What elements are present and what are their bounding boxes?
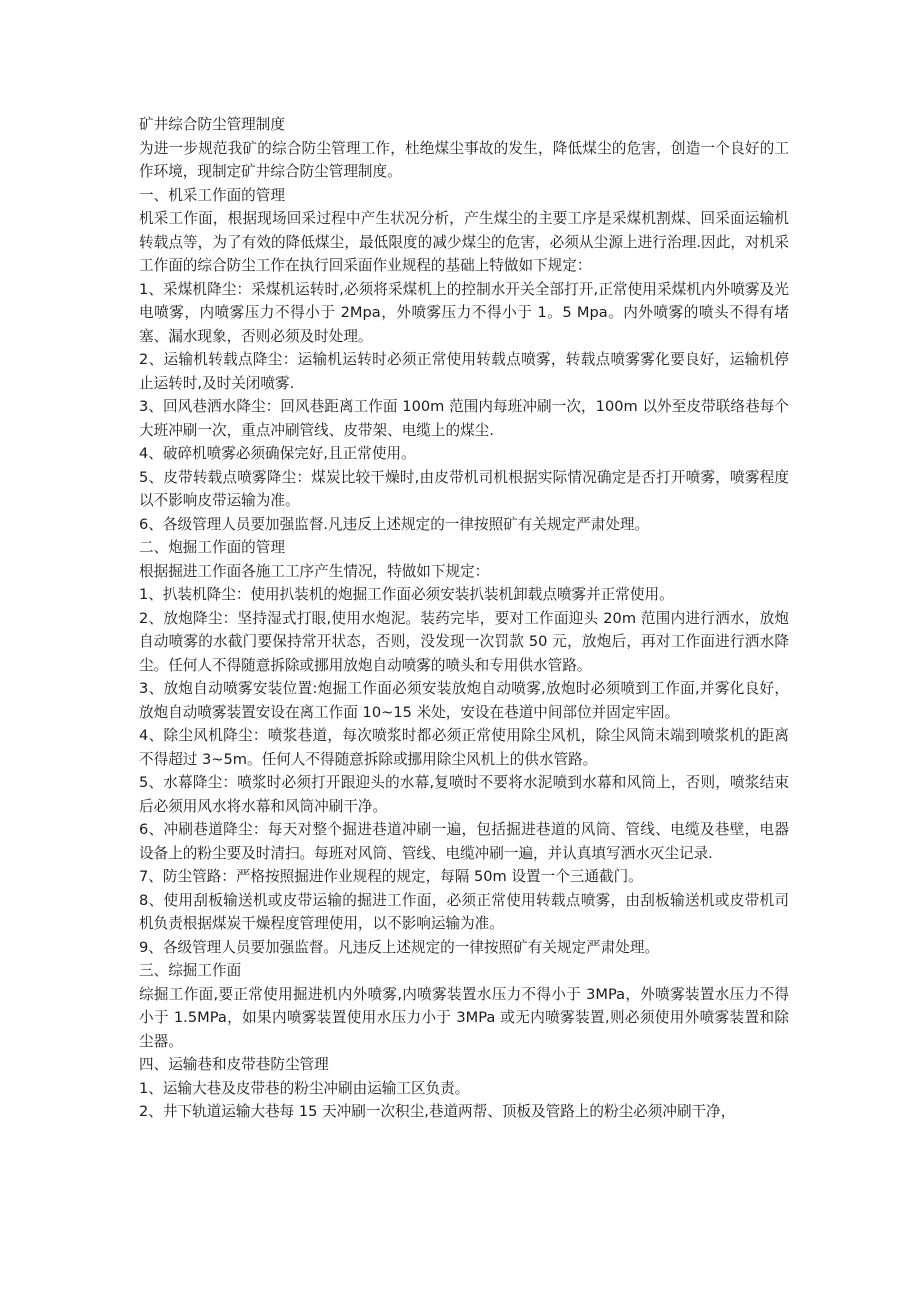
list-item: 2、放炮降尘：坚持湿式打眼,使用水炮泥。装药完毕，要对工作面迎头 20m 范围内进行洒水，放炮自动喷雾的水截门要保持常开状态，否则，没发现一次罚款 50 元，放炮后，再对工作面进行洒水降尘。任何人不得随意拆除或挪用放炮自动喷雾的喷头和专用供水管路。 bbox=[139, 609, 789, 674]
body-paragraph: 机采工作面，根据现场回采过程中产生状况分析，产生煤尘的主要工序是采煤机割煤、回采面运输机转载点等，为了有效的降低煤尘，最低限度的减少煤尘的危害，必须从尘源上进行治理.因此，对机采工作面的综合防尘工作在执行回采面作业规程的基础上特做如下规定： bbox=[139, 210, 789, 274]
list-item: 4、除尘风机降尘：喷浆巷道，每次喷浆时都必须正常使用除尘风机，除尘风筒末端到喷浆机的距离不得超过 3~5m。任何人不得随意拆除或挪用除尘风机上的供水管路。 bbox=[139, 727, 789, 768]
list-item: 6、冲刷巷道降尘：每天对整个掘进巷道冲刷一遍，包括掘进巷道的风筒、管线、电缆及巷壁，电器设备上的粉尘要及时清扫。每班对风筒、管线、电缆冲刷一遍，并认真填写洒水灭尘记录. bbox=[139, 821, 789, 862]
intro-paragraph: 为进一步规范我矿的综合防尘管理工作，杜绝煤尘事故的发生，降低煤尘的危害，创造一个良好的工作环境，现制定矿井综合防尘管理制度。 bbox=[139, 139, 789, 180]
list-item: 3、放炮自动喷雾安装位置:炮掘工作面必须安装放炮自动喷雾,放炮时必须喷到工作面,并雾化良好，放炮自动喷雾装置安设在离工作面 10~15 米处，安设在巷道中间部位并固定牢固。 bbox=[139, 680, 789, 721]
list-item: 1、扒装机降尘：使用扒装机的炮掘工作面必须安装扒装机卸载点喷雾并正常使用。 bbox=[139, 586, 674, 603]
section-heading: 一、机采工作面的管理 bbox=[139, 186, 285, 204]
section-heading: 四、运输巷和皮带巷防尘管理 bbox=[139, 1056, 329, 1073]
list-item: 3、回风巷洒水降尘：回风巷距离工作面 100m 范围内每班冲刷一次，100m 以外至皮带联络巷每个大班冲刷一次，重点冲刷管线、皮带架、电缆上的煤尘. bbox=[139, 398, 789, 439]
list-item: 5、水幕降尘：喷浆时必须打开跟迎头的水幕,复喷时不要将水泥喷到水幕和风筒上，否则，喷浆结束后必须用风水将水幕和风筒冲刷干净。 bbox=[139, 774, 789, 815]
body-paragraph: 综掘工作面,要正常使用掘进机内外喷雾,内喷雾装置水压力不得小于 3MPa，外喷雾装置水压力不得小于 1.5MPa，如果内喷雾装置使用水压力小于 3MPa 或无内喷雾装置,则必须使用外喷雾装置和除尘器。 bbox=[139, 985, 789, 1050]
section-heading: 三、综掘工作面 bbox=[139, 962, 242, 979]
list-item: 5、皮带转载点喷雾降尘：煤炭比较干燥时,由皮带机司机根据实际情况确定是否打开喷雾，喷雾程度以不影响皮带运输为准。 bbox=[139, 468, 789, 509]
list-item: 1、采煤机降尘：采煤机运转时,必须将采煤机上的控制水开关全部打开,正常使用采煤机内外喷雾及光电喷雾，内喷雾压力不得小于 2Mpa，外喷雾压力不得小于 1。5 Mpa。内外喷雾的喷头不得有堵塞、漏水现象，否则必须及时处理。 bbox=[139, 280, 789, 345]
list-item: 9、各级管理人员要加强监督。凡违反上述规定的一律按照矿有关规定严肃处理。 bbox=[139, 938, 660, 956]
document-title: 矿井综合防尘管理制度 bbox=[139, 116, 285, 133]
list-item: 6、各级管理人员要加强监督.凡违反上述规定的一律按照矿有关规定严肃处理。 bbox=[139, 515, 650, 533]
list-item: 2、井下轨道运输大巷每 15 天冲刷一次积尘,巷道两帮、顶板及管路上的粉尘必须冲刷干净， bbox=[139, 1103, 736, 1120]
list-item: 1、运输大巷及皮带巷的粉尘冲刷由运输工区负责。 bbox=[139, 1079, 470, 1097]
list-item: 2、运输机转载点降尘：运输机运转时必须正常使用转载点喷雾，转载点喷雾雾化要良好，运输机停止运转时,及时关闭喷雾. bbox=[139, 351, 789, 392]
list-item: 7、防尘管路：严格按照掘进作业规程的规定，每隔 50m 设置一个三通截门。 bbox=[139, 868, 643, 885]
section-heading: 二、炮掘工作面的管理 bbox=[139, 539, 285, 556]
list-item: 4、破碎机喷雾必须确保完好,且正常使用。 bbox=[139, 445, 416, 462]
body-paragraph: 根据掘进工作面各施工工序产生情况，特做如下规定： bbox=[139, 562, 490, 580]
list-item: 8、使用刮板输送机或皮带运输的掘进工作面，必须正常使用转载点喷雾，由刮板输送机或皮带机司机负责根据煤炭干燥程度管理使用，以不影响运输为准。 bbox=[139, 891, 789, 932]
document-body bbox=[139, 113, 789, 1124]
